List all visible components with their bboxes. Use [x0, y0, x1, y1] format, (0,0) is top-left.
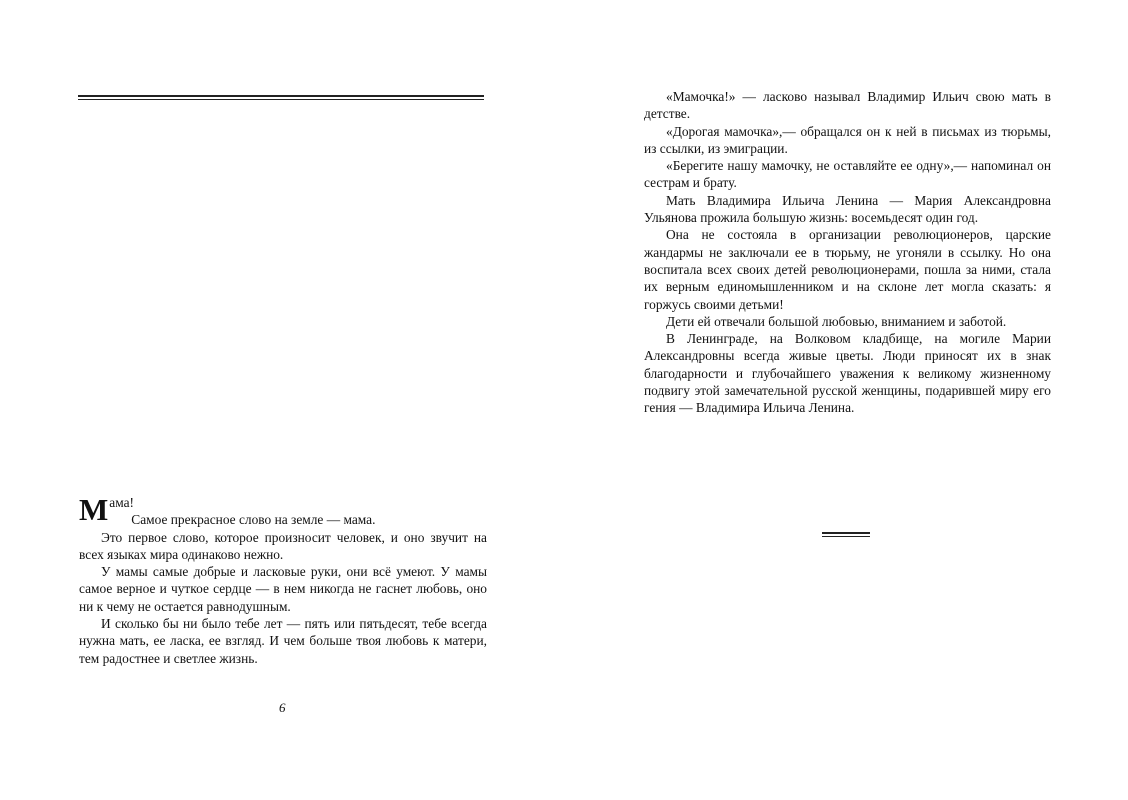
right-page	[564, 0, 1128, 800]
right-text-block	[644, 88, 1051, 417]
left-paragraph-1: Самое прекрасное слово на земле — мама.	[131, 512, 376, 528]
drop-cap: М	[79, 492, 109, 527]
right-paragraph-5: Она не состояла в организации революционеров, царские жандармы не заключали ее в тюрьму, не угоняли в ссылку. Но она воспитала всех своих детей революционерами, пошла за ними, стала их верным единомышленником и на склоне лет могла сказать: я горжусь своими детьми!	[644, 227, 1051, 312]
end-double-rule	[822, 532, 870, 537]
left-paragraph-2: Это первое слово, которое произносит человек, и оно звучит на всех языках мира одинаково нежно.	[79, 529, 487, 562]
right-paragraph-4: Мать Владимира Ильича Ленина — Мария Александровна Ульянова прожила большую жизнь: восемьдесят один год.	[644, 192, 1051, 226]
left-text-block	[79, 494, 487, 667]
top-double-rule	[78, 95, 484, 100]
page-number: 6	[279, 700, 286, 715]
right-paragraph-3: «Берегите нашу мамочку, не оставляйте ее одну»,— напоминал он сестрам и брату.	[644, 158, 1051, 191]
right-paragraph-6: Дети ей отвечали большой любовью, вниманием и заботой.	[666, 313, 1007, 329]
left-paragraph-3: У мамы самые добрые и ласковые руки, они всё умеют. У мамы самое верное и чуткое сердце — в нем никогда не гаснет любовь, оно ни к чему не остается равнодушным.	[79, 564, 487, 614]
right-paragraph-2: «Дорогая мамочка»,— обращался он к ней в письмах из тюрьмы, из ссылки, из эмиграции.	[644, 123, 1051, 156]
right-paragraph-7: В Ленинграде, на Волковом кладбище, на могиле Марии Александровны всегда живые цветы. Люди приносят их в знак благодарности и глубочайшего уважения к великому жизненному подвигу этой замечательной русской женщины, подарившей миру его гения — Владимира Ильича Ленина.	[644, 331, 1051, 416]
left-paragraph-4: И сколько бы ни было тебе лет — пять или пятьдесят, тебе всегда нужна мать, ее ласка, ее взгляд. И чем больше твоя любовь к матери, тем радостнее и светлее жизнь.	[79, 616, 487, 666]
right-paragraph-1: «Мамочка!» — ласково называл Владимир Ильич свою мать в детстве.	[644, 89, 1051, 122]
opening-word: ама!	[109, 495, 134, 510]
